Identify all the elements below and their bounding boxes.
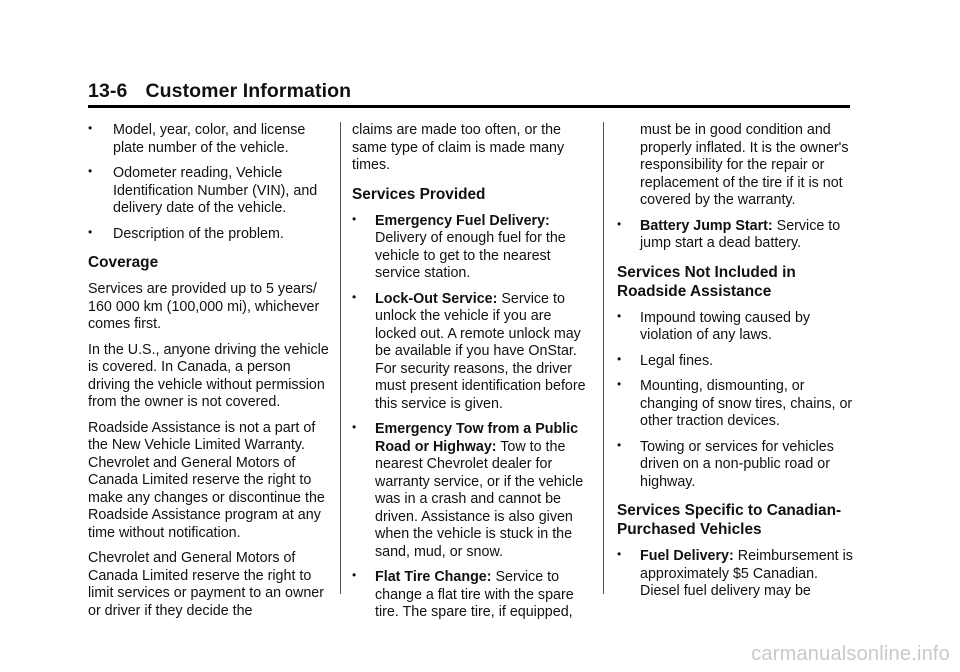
list-item: • Towing or services for vehicles driven on a non-public road or highway. bbox=[617, 439, 857, 492]
item-lead: Flat Tire Change: bbox=[375, 569, 492, 585]
item-text: Reimbursement is approximately $5 Canadian. Diesel fuel delivery may be bbox=[640, 548, 853, 599]
list-item: • Impound towing caused by violation of any laws. bbox=[617, 310, 857, 345]
paragraph: must be in good condition and properly inflated. It is the owner's responsibility for the repair or replacement of the tire if it is not covered by the warranty. bbox=[640, 122, 849, 208]
item-text: Tow to the nearest Chevrolet dealer for warranty service, or if the vehicle was in a crash and cannot be driven. Assistance is also given when the vehicle is stuck in the sand, mud, or snow. bbox=[375, 438, 584, 560]
paragraph: claims are made too often, or the same type of claim is made many times. bbox=[352, 122, 565, 173]
item-text: Service to jump start a dead battery. bbox=[640, 217, 841, 251]
services-provided-heading: Services Provided bbox=[352, 185, 486, 203]
list-item: • Legal fines. bbox=[617, 353, 857, 371]
list-item bbox=[352, 291, 592, 414]
column-1 bbox=[88, 122, 330, 628]
watermark: carmanualsonline.info bbox=[751, 643, 950, 665]
paragraph: Services are provided up to 5 years/ 160 000 km (100,000 mi), whichever comes first. bbox=[88, 281, 320, 332]
column-2 bbox=[352, 122, 592, 630]
column-divider bbox=[340, 122, 341, 594]
coverage-heading: Coverage bbox=[88, 254, 159, 271]
column-3 bbox=[617, 122, 857, 609]
list-item bbox=[352, 421, 592, 561]
column-divider bbox=[603, 122, 604, 594]
item-lead: Emergency Fuel Delivery: bbox=[375, 212, 550, 229]
item-text: Service to unlock the vehicle if you are locked out. A remote unlock may be available if you have OnStar. For security reasons, the driver must present identification before this service is given. bbox=[375, 290, 586, 412]
not-included-heading: Services Not Included in Roadside Assistance bbox=[617, 263, 796, 300]
item-text: Delivery of enough fuel for the vehicle to get to the nearest service station. bbox=[375, 230, 566, 281]
item-lead: Emergency Tow from a Public Road or Highway: bbox=[375, 421, 579, 455]
list-item: • Odometer reading, Vehicle Identification Number (VIN), and delivery date of the vehicle. bbox=[88, 165, 330, 218]
paragraph: Roadside Assistance is not a part of the New Vehicle Limited Warranty. Chevrolet and General Motors of Canada Limited reserve the right to make any changes or discontinue the Roadside Assistance program at any time without notification. bbox=[88, 419, 325, 541]
list-item bbox=[617, 548, 857, 601]
page-header-text bbox=[88, 80, 351, 102]
item-lead: Battery Jump Start: bbox=[640, 217, 773, 234]
list-item bbox=[352, 213, 592, 283]
list-item: • Model, year, color, and license plate number of the vehicle. bbox=[88, 122, 330, 157]
paragraph: In the U.S., anyone driving the vehicle is covered. In Canada, a person driving the vehicle without permission from the owner is not covered. bbox=[88, 341, 329, 410]
chapter-title: Customer Information bbox=[145, 80, 352, 102]
page-number: 13-6 bbox=[88, 80, 128, 102]
paragraph: Chevrolet and General Motors of Canada Limited reserve the right to limit services or payment to an owner or driver if they decide the bbox=[88, 550, 324, 619]
item-lead: Lock-Out Service: bbox=[375, 290, 498, 307]
item-lead: Fuel Delivery: bbox=[640, 548, 734, 564]
canada-heading: Services Specific to Canadian-Purchased Vehicles bbox=[617, 502, 842, 538]
list-item bbox=[352, 569, 592, 622]
list-item: • Description of the problem. bbox=[88, 226, 330, 244]
item-text: Service to change a flat tire with the spare tire. The spare tire, if equipped, bbox=[375, 569, 574, 620]
list-item bbox=[617, 218, 857, 253]
page-header bbox=[88, 80, 850, 108]
list-item: • Mounting, dismounting, or changing of snow tires, chains, or other traction devices. bbox=[617, 378, 857, 431]
